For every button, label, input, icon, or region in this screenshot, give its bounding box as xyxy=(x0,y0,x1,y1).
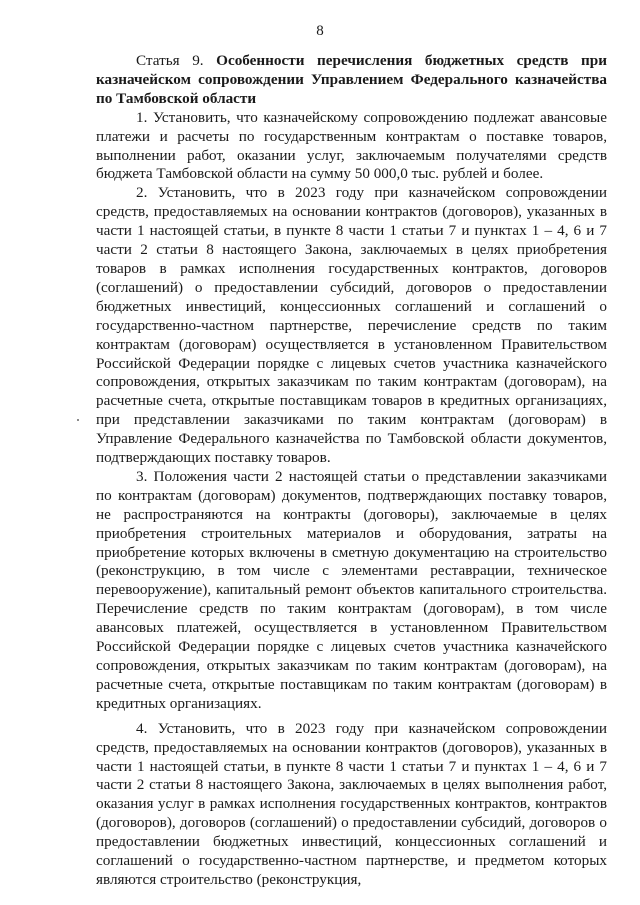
article-number: Статья 9. xyxy=(136,52,204,69)
article-heading xyxy=(96,52,607,109)
paragraph-2: 2. Установить, что в 2023 году при казначейском сопровождении средств, предоставляемых на основании контрактов (договоров), указанных в части 1 настоящей статьи, в пункте 8 части 1 статьи 7 и пунктах 1 – 4, 6 и 7 части 2 статьи 8 настоящего Закона, заключаемых в целях приобретения товаров в рамках исполнения государственных контрактов, договоров (соглашений) о предоставлении субсидий, договоров о предоставлении бюджетных инвестиций, концессионных соглашений и соглашений о государственно-частном партнерстве, перечисление средств по таким контрактам (договорам) осуществляется в установленном Правительством Российской Федерации порядке с лицевых счетов участника казначейского сопровождения, открытых заказчикам по таким контрактам (договорам), на расчетные счета, открытые поставщикам товаров в кредитных организациях, при представлении заказчиками по таким контрактам (договорам) в Управление Федерального казначейства по Тамбовской области документов, подтверждающих поставку товаров. xyxy=(96,184,607,467)
document-body xyxy=(96,52,607,890)
paragraph-4: 4. Установить, что в 2023 году при казначейском сопровождении средств, предоставляемых на основании контрактов (договоров), указанных в части 1 настоящей статьи, в пункте 8 части 1 статьи 7 и пунктах 1 – 4, 6 и 7 части 2 статьи 8 настоящего Закона, заключаемых в целях выполнения работ, оказания услуг в рамках исполнения государственных контрактов, контрактов (договоров), договоров (соглашений) о предоставлении субсидий, договоров о предоставлении бюджетных инвестиций, концессионных соглашений и соглашений о государственно-частном партнерстве, и предметом которых являются строительство (реконструкция, xyxy=(96,719,607,888)
article-title: Особенности перечисления бюджетных средств при казначейском сопровождении Управлением Федерального казначейства по Тамбовской области xyxy=(96,52,607,107)
paragraph-1: 1. Установить, что казначейскому сопровождению подлежат авансовые платежи и расчеты по государственным контрактам о поставке товаров, выполнении работ, оказании услуг, заключаемым получателями средств бюджета Тамбовской области на сумму 50 000,0 тыс. рублей и более. xyxy=(96,108,607,183)
page-number: 8 xyxy=(316,23,324,39)
paragraph-3: 3. Положения части 2 настоящей статьи о представлении заказчиками по контрактам (договорам) документов, подтверждающих поставку товаров, не распространяются на контракты (договоры), заключаемые в целях приобретения строительных материалов и оборудования, затраты на приобретение которых включены в сметную документацию на строительство (реконструкцию, в том числе с элементами реставрации, техническое перевооружение), капитальный ремонт объектов капитального строительства. Перечисление средств по таким контрактам (договорам), в том числе авансовых платежей, осуществляется в установленном Правительством Российской Федерации порядке с лицевых счетов участника казначейского сопровождения, открытых заказчикам по таким контрактам (договорам), на расчетные счета, открытые поставщикам по таким контрактам (договорам) в кредитных организациях. xyxy=(96,467,607,712)
margin-mark xyxy=(77,419,79,421)
